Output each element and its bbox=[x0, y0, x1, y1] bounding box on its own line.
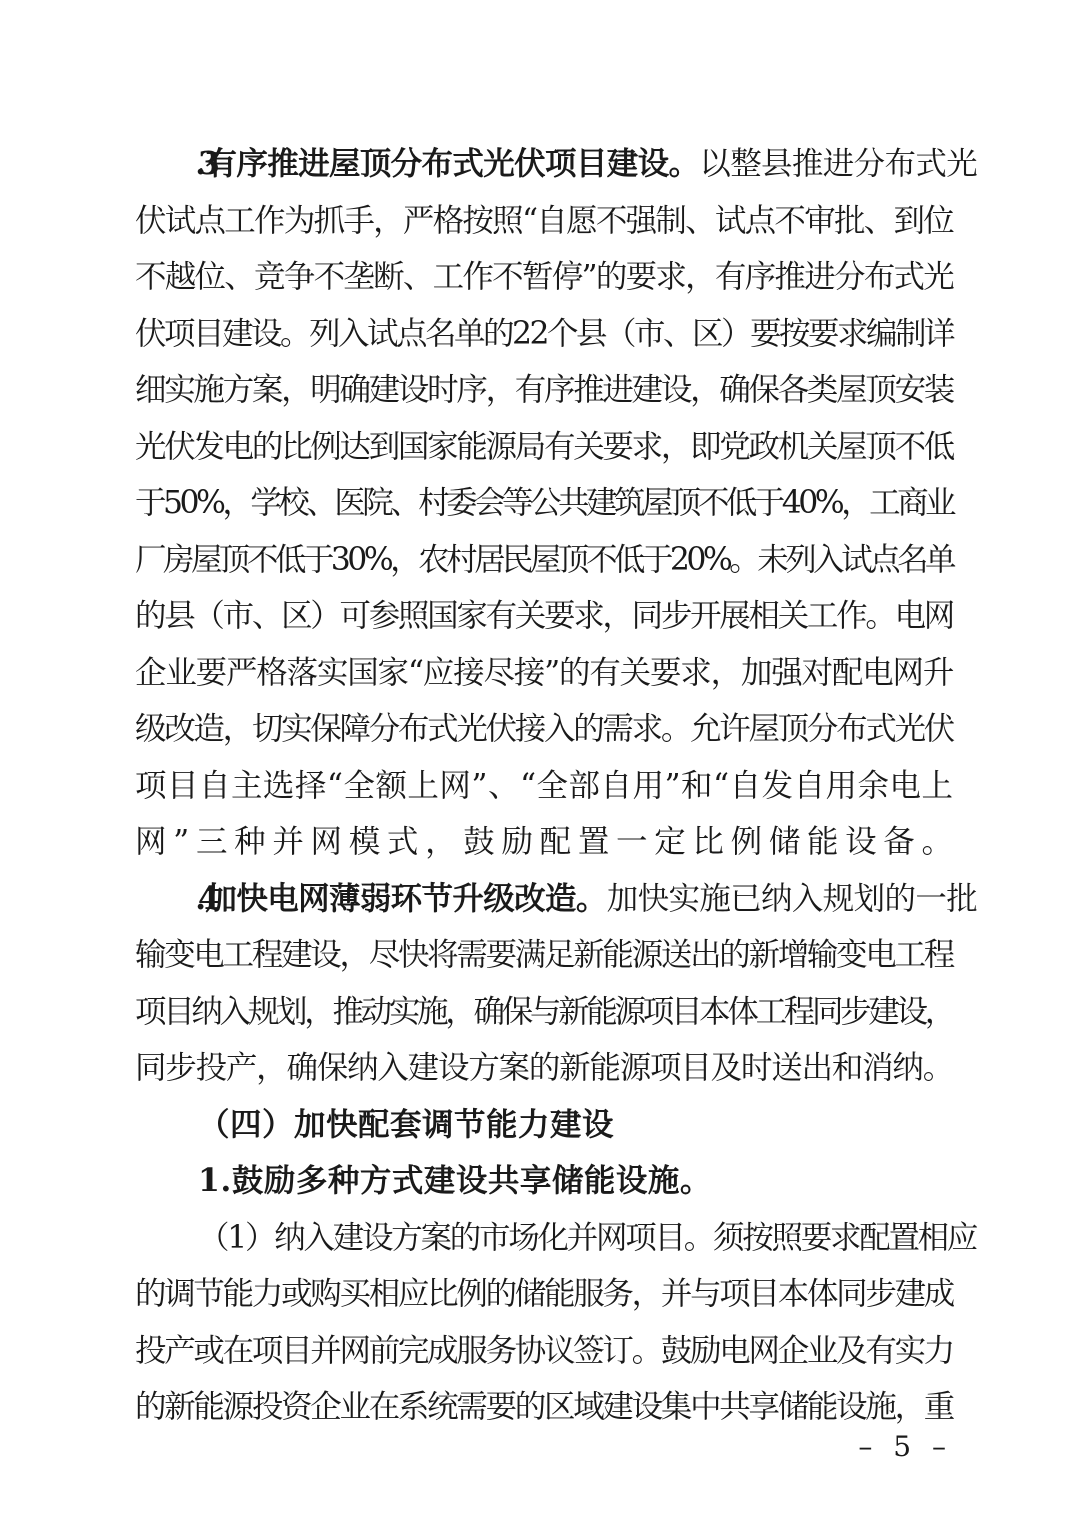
document-body bbox=[135, 136, 953, 1436]
text-line: 于50%，学校、医院、村委会等公共建筑屋顶不低于40%，工商业 bbox=[135, 485, 953, 521]
text-line: 伏项目建设。列入试点名单的22个县（市、区）要按要求编制详 bbox=[135, 315, 953, 352]
text-line: 级改造，切实保障分布式光伏接入的需求。允许屋顶分布式光伏 bbox=[135, 711, 953, 747]
text-line: 伏试点工作为抓手，严格按照“自愿不强制、试点不审批、到位 bbox=[135, 202, 953, 239]
text-line: （1）纳入建设方案的市场化并网项目。须按照要求配置相应 bbox=[198, 1219, 953, 1256]
page-number: – 5 – bbox=[858, 1430, 952, 1463]
paragraph-item-3 bbox=[135, 136, 953, 193]
text-line: 的县（市、区）可参照国家有关要求，同步开展相关工作。电网 bbox=[135, 598, 953, 634]
text-line: 的新能源投资企业在系统需要的区域建设集中共享储能设施，重 bbox=[135, 1389, 953, 1425]
text-line: 网”三种并网模式，鼓励配置一定比例储能设备。 bbox=[135, 824, 953, 860]
paragraph-sub-1 bbox=[135, 1210, 953, 1267]
paragraph-item-4-cont bbox=[135, 927, 953, 1097]
paragraph-item-4 bbox=[135, 871, 953, 928]
paragraph-item-3-cont bbox=[135, 193, 953, 871]
text-line: 企业要严格落实国家“应接尽接”的有关要求，加强对配电网升 bbox=[135, 654, 954, 691]
text-line: 的调节能力或购买相应比例的储能服务，并与项目本体同步建成 bbox=[135, 1276, 953, 1312]
section-heading: （四）加快配套调节能力建设 bbox=[198, 1105, 615, 1143]
text-line: 项目纳入规划，推动实施，确保与新能源项目本体工程同步建设， bbox=[135, 993, 953, 1030]
text-line: 项目自主选择“全额上网”、“全部自用”和“自发自用余电上 bbox=[135, 767, 953, 804]
text-line: 光伏发电的比例达到国家能源局有关要求，即党政机关屋顶不低 bbox=[135, 428, 953, 465]
text-line: 同步投产，确保纳入建设方案的新能源项目及时送出和消纳。 bbox=[135, 1050, 953, 1086]
text-line: 细实施方案，明确建设时序，有序推进建设，确保各类屋顶安装 bbox=[135, 372, 953, 408]
text-line: 以整县推进分布式光 bbox=[699, 146, 953, 182]
item-4-heading: 4.加快电网薄弱环节升级改造。 bbox=[198, 879, 607, 917]
paragraph-sub-1-cont bbox=[135, 1266, 953, 1436]
text-line: 厂房屋顶不低于30%，农村居民屋顶不低于20%。未列入试点名单 bbox=[135, 541, 953, 578]
subsection-heading: 1.鼓励多种方式建设共享储能设施。 bbox=[198, 1162, 712, 1199]
text-line: 投产或在项目并网前完成服务协议签订。鼓励电网企业及有实力 bbox=[135, 1332, 953, 1369]
item-3-heading: 3.有序推进屋顶分布式光伏项目建设。 bbox=[198, 145, 700, 182]
text-line: 不越位、竞争不垄断、工作不暂停”的要求，有序推进分布式光 bbox=[135, 259, 953, 295]
text-line: 输变电工程建设，尽快将需要满足新能源送出的新增输变电工程 bbox=[135, 937, 953, 973]
text-line: 加快实施已纳入规划的一批 bbox=[606, 880, 953, 917]
